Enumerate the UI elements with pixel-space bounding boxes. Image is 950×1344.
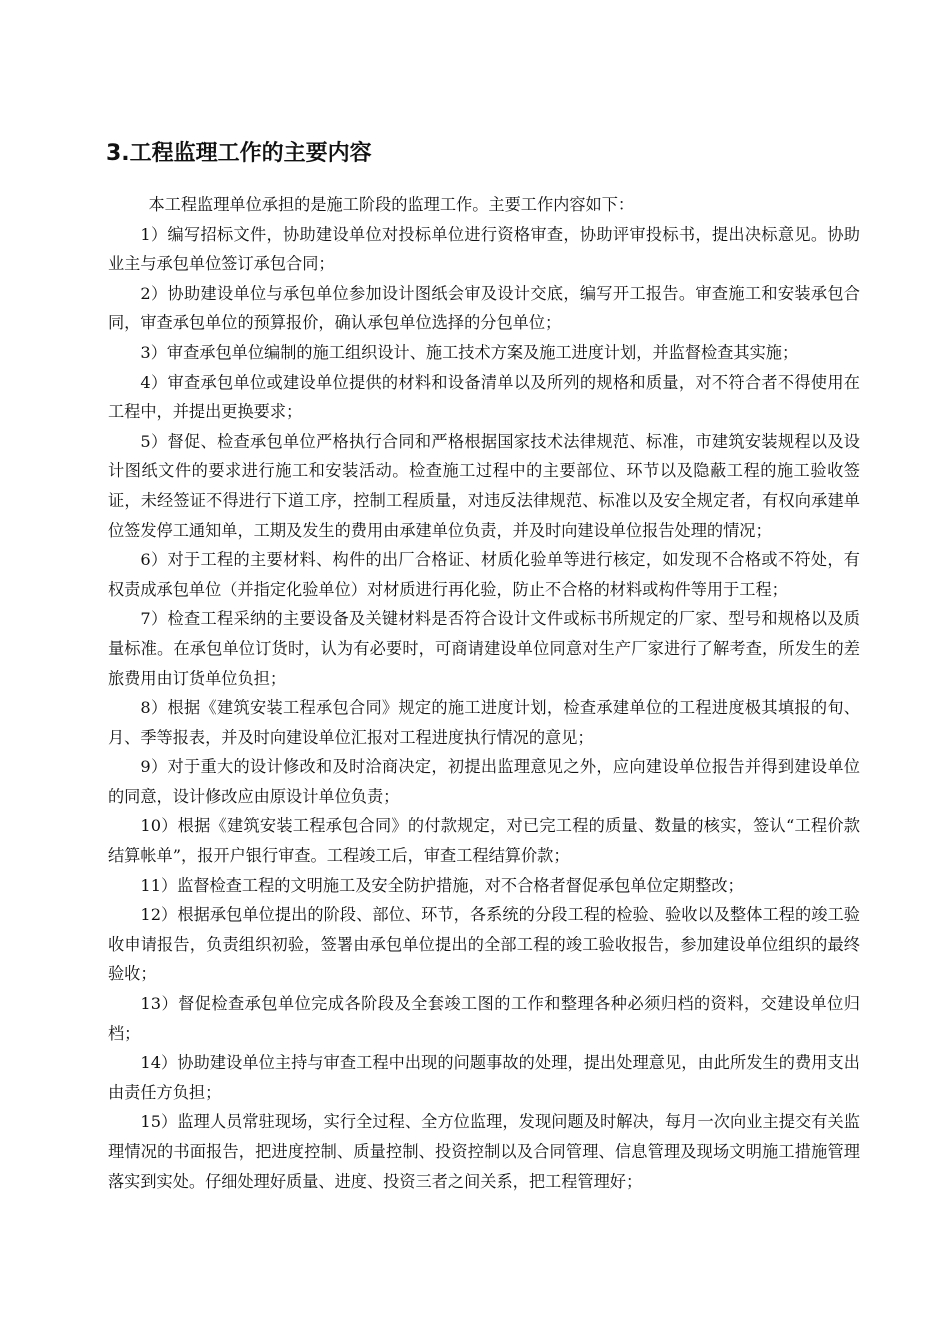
section-heading: 3.工程监理工作的主要内容 <box>106 141 372 166</box>
list-item-15: 15）监理人员常驻现场，实行全过程、全方位监理，发现问题及时解决，每月一次向业主提交有关监理情况的书面报告，把进度控制、质量控制、投资控制以及合同管理、信息管理及现场文明施工措施管理落实到实处。仔细处理好质量、进度、投资三者之间关系，把工程管理好； <box>108 1112 860 1191</box>
list-item-5: 5）督促、检查承包单位严格执行合同和严格根据国家技术法律规范、标准，市建筑安装规程以及设计图纸文件的要求进行施工和安装活动。检查施工过程中的主要部位、环节以及隐蔽工程的施工验收签证，未经签证不得进行下道工序，控制工程质量，对违反法律规范、标准以及安全规定者，有权向承建单位签发停工通知单，工期及发生的费用由承建单位负责，并及时向建设单位报告处理的情况； <box>108 431 860 540</box>
list-item-4: 4）审查承包单位或建设单位提供的材料和设备清单以及所列的规格和质量，对不符合者不得使用在工程中，并提出更换要求； <box>108 372 860 422</box>
list-item-8: 8）根据《建筑安装工程承包合同》规定的施工进度计划，检查承建单位的工程进度极其填报的旬、月、季等报表，并及时向建设单位汇报对工程进度执行情况的意见； <box>108 698 860 747</box>
list-item-12: 12）根据承包单位提出的阶段、部位、环节，各系统的分段工程的检验、验收以及整体工程的竣工验收申请报告，负责组织初验，签署由承包单位提出的全部工程的竣工验收报告，参加建设单位组织的最终验收； <box>108 905 860 984</box>
list-item-1: 1）编写招标文件，协助建设单位对投标单位进行资格审查，协助评审投标书，提出决标意见。协助业主与承包单位签订承包合同； <box>108 224 860 274</box>
section-body <box>108 190 860 1196</box>
list-item-9: 9）对于重大的设计修改和及时洽商决定，初提出监理意见之外，应向建设单位报告并得到建设单位的同意，设计修改应由原设计单位负责； <box>108 757 860 806</box>
list-item-14: 14）协助建设单位主持与审查工程中出现的问题事故的处理，提出处理意见，由此所发生的费用支出由责任方负担； <box>108 1053 860 1102</box>
list-item-2: 2）协助建设单位与承包单位参加设计图纸会审及设计交底，编写开工报告。审查施工和安装承包合同，审查承包单位的预算报价，确认承包单位选择的分包单位； <box>108 283 860 333</box>
list-item-3: 3）审查承包单位编制的施工组织设计、施工技术方案及施工进度计划，并监督检查其实施； <box>140 342 799 362</box>
list-item-10: 10）根据《建筑安装工程承包合同》的付款规定，对已完工程的质量、数量的核实，签认“工程价款结算帐单”，报开户银行审查。工程竣工后，审查工程结算价款； <box>108 816 860 866</box>
list-item-7: 7）检查工程采纳的主要设备及关键材料是否符合设计文件或标书所规定的厂家、型号和规格以及质量标准。在承包单位订货时，认为有必要时，可商请建设单位同意对生产厂家进行了解考查，所发生的差旅费用由订货单位负担； <box>108 609 860 688</box>
list-item-13: 13）督促检查承包单位完成各阶段及全套竣工图的工作和整理各种必须归档的资料，交建设单位归档； <box>108 994 860 1043</box>
list-item-11: 11）监督检查工程的文明施工及安全防护措施，对不合格者督促承包单位定期整改； <box>140 875 744 895</box>
intro-paragraph: 本工程监理单位承担的是施工阶段的监理工作。主要工作内容如下： <box>148 195 635 214</box>
list-item-6: 6）对于工程的主要材料、构件的出厂合格证、材质化验单等进行核定，如发现不合格或不符处，有权责成承包单位（并指定化验单位）对材质进行再化验，防止不合格的材料或构件等用于工程； <box>108 550 860 599</box>
